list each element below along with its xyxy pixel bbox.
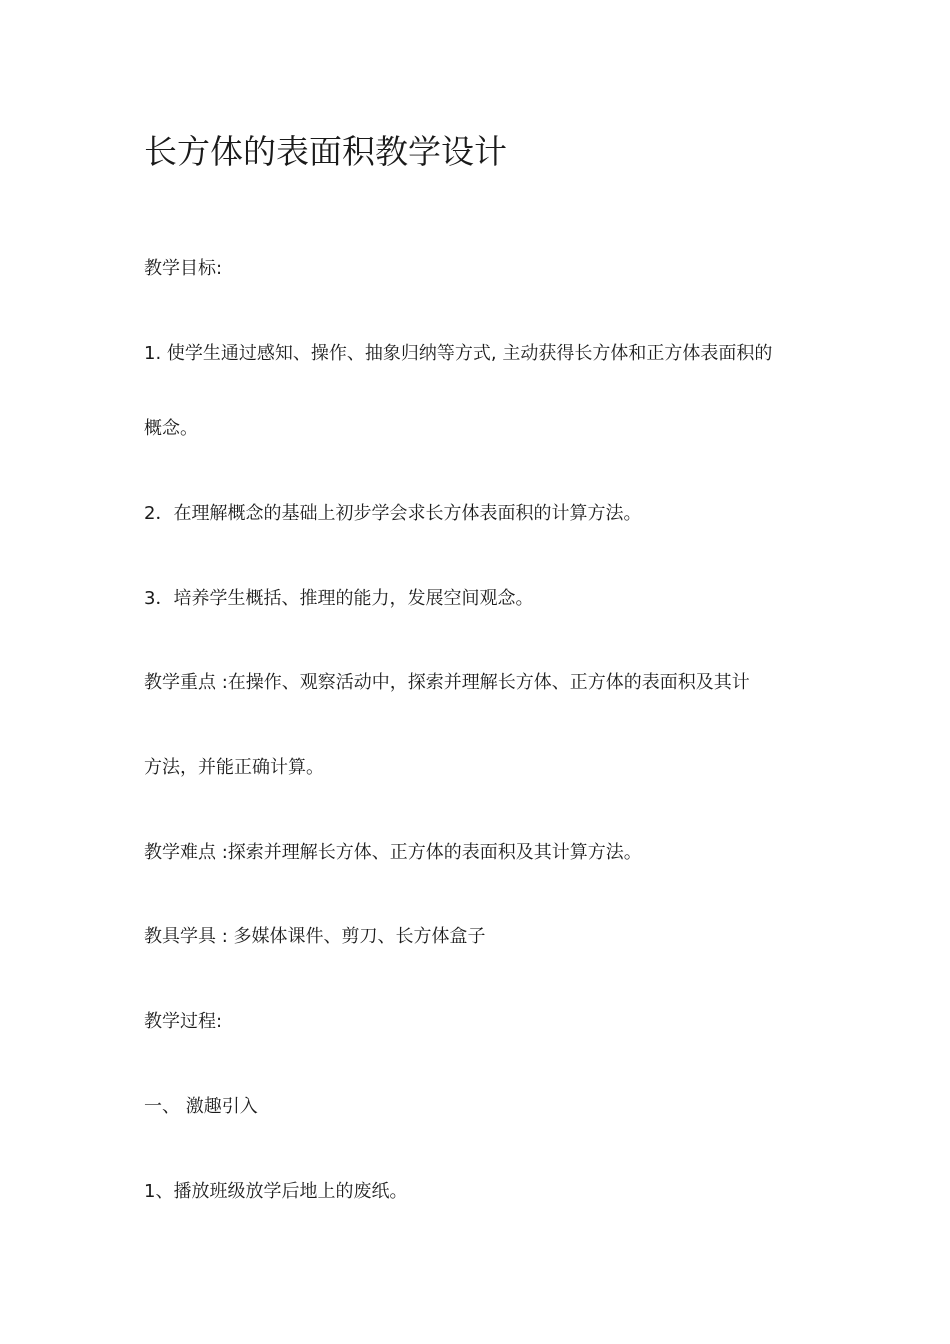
teaching-aids: 教具学具 : 多媒体课件、剪刀、长方体盒子 <box>144 926 486 947</box>
difficult-points: 教学难点 :探索并理解长方体、正方体的表面积及其计算方法。 <box>144 842 642 863</box>
objective-3: 3．培养学生概括、推理的能力，发展空间观念。 <box>144 588 534 609</box>
objective-1-line-1: 1. 使学生通过感知、操作、抽象归纳等方式, 主动获得长方体和正方体表面积的 <box>144 343 773 364</box>
section-one-item-1: 1、播放班级放学后地上的废纸。 <box>144 1181 408 1202</box>
teaching-objectives-heading: 教学目标: <box>144 258 223 279</box>
document-title: 长方体的表面积教学设计 <box>144 132 507 171</box>
section-one-heading: 一、 激趣引入 <box>144 1096 258 1117</box>
objective-2: 2．在理解概念的基础上初步学会求长方体表面积的计算方法。 <box>144 503 642 524</box>
teaching-process-heading: 教学过程: <box>144 1011 223 1032</box>
key-points-line-1: 教学重点 :在操作、观察活动中，探索并理解长方体、正方体的表面积及其计 <box>144 672 750 693</box>
objective-1-line-2: 概念。 <box>144 418 198 439</box>
key-points-line-2: 方法，并能正确计算。 <box>144 757 324 778</box>
